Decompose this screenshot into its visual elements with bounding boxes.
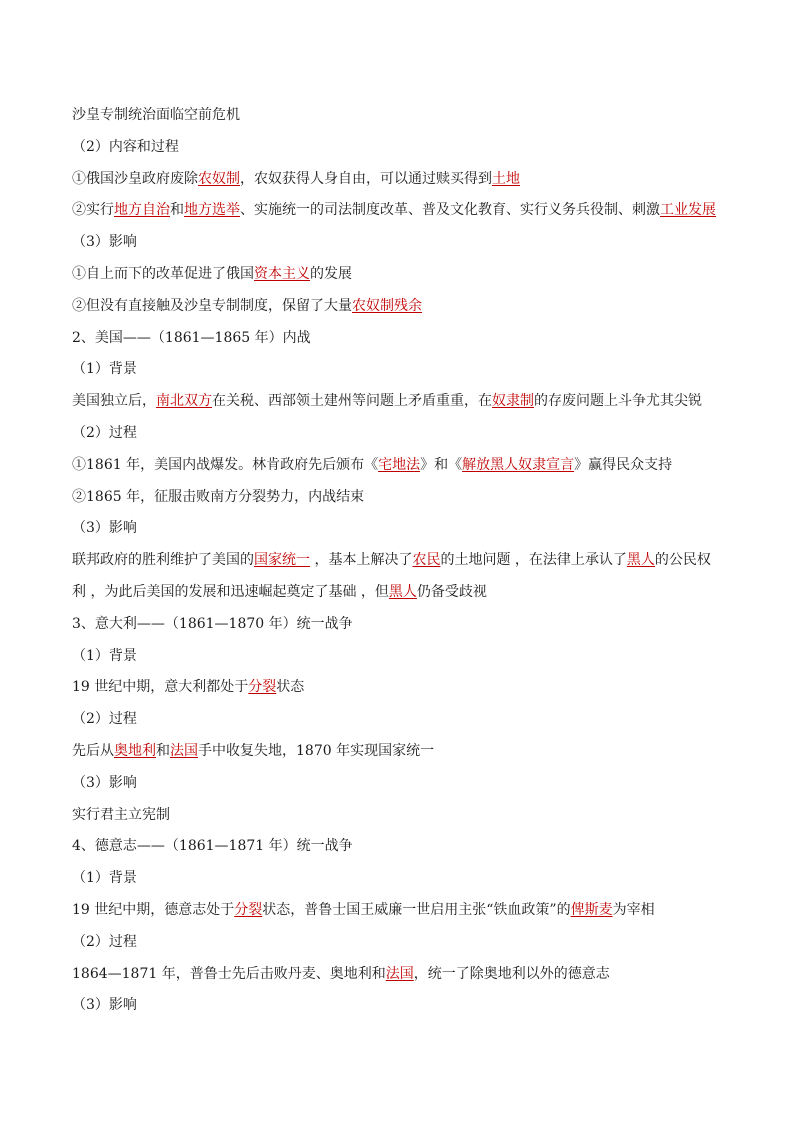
text-run: ①俄国沙皇政府废除 <box>72 170 198 187</box>
text-line <box>72 482 732 514</box>
text-run: ②1865 年，征服击败南方分裂势力，内战结束 <box>72 488 365 505</box>
text-run: （2）过程 <box>72 424 137 441</box>
text-line <box>72 990 732 1022</box>
text-run: 》赢得民众支持 <box>574 456 673 473</box>
text-run: ②实行 <box>72 202 114 219</box>
highlighted-term: 农奴制残余 <box>352 297 422 314</box>
text-line <box>72 513 732 545</box>
highlighted-term: 黑人 <box>626 552 655 569</box>
highlighted-term: 黑人 <box>388 583 417 600</box>
highlighted-term: 土地 <box>492 170 520 187</box>
text-run: 19 世纪中期，意大利都处于 <box>72 679 249 696</box>
document-body <box>72 100 732 1022</box>
highlighted-term: 农民 <box>412 552 441 569</box>
text-run: 美国独立后， <box>72 393 156 410</box>
text-run: ，统一了除奥地利以外的德意志 <box>413 965 610 982</box>
text-run: 的发展 <box>310 265 352 282</box>
text-line <box>72 386 732 418</box>
text-line <box>72 227 732 259</box>
text-line <box>72 672 732 704</box>
highlighted-term: 农奴制 <box>198 170 240 187</box>
text-run: （1）背景 <box>72 361 137 378</box>
text-run: （2）过程 <box>72 711 137 728</box>
text-run: 联邦政府的胜利维护了美国的 <box>72 552 254 569</box>
highlighted-term: 法国 <box>385 965 414 982</box>
text-line <box>72 259 732 291</box>
text-run: 的土地问题 ，在法律上承认了 <box>440 552 627 569</box>
text-line <box>72 959 732 991</box>
text-line <box>72 418 732 450</box>
text-run: 实行君主立宪制 <box>72 806 170 823</box>
text-run: 先后从 <box>72 742 114 759</box>
text-line <box>72 895 732 927</box>
text-line <box>72 577 732 609</box>
text-run: （1）背景 <box>72 870 137 887</box>
text-line <box>72 609 732 641</box>
text-line <box>72 132 732 164</box>
highlighted-term: 奴隶制 <box>492 393 534 410</box>
text-line <box>72 831 732 863</box>
highlighted-term: 奥地利 <box>114 742 156 759</box>
text-run: 1864—1871 年，普鲁士先后击败丹麦、奥地利和 <box>72 965 386 982</box>
text-line <box>72 450 732 482</box>
text-line <box>72 195 732 227</box>
highlighted-term: 分裂 <box>234 901 263 918</box>
text-run: 和 <box>170 202 184 219</box>
text-run: 19 世纪中期，德意志处于 <box>72 901 235 918</box>
text-run: （3）影响 <box>72 997 137 1014</box>
text-line <box>72 545 732 577</box>
highlighted-term: 地方选举 <box>184 202 240 219</box>
text-line <box>72 768 732 800</box>
highlighted-term: 俾斯麦 <box>570 901 613 918</box>
text-run: 的公民权 <box>654 552 711 569</box>
highlighted-term: 法国 <box>170 742 198 759</box>
text-run: 2、美国——（1861—1865 年）内战 <box>72 329 311 346</box>
text-run: 3、意大利——（1861—1870 年）统一战争 <box>72 615 353 632</box>
text-line <box>72 164 732 196</box>
text-run: （1）背景 <box>72 647 137 664</box>
text-run: ，基本上解决了 <box>310 552 413 569</box>
text-run: 、实施统一的司法制度改革、普及文化教育、实行义务兵役制、刺激 <box>240 202 660 219</box>
text-run: 状态 <box>276 679 305 696</box>
highlighted-term: 南北双方 <box>156 393 212 410</box>
highlighted-term: 资本主义 <box>254 265 310 282</box>
text-line <box>72 736 732 768</box>
text-run: （3）影响 <box>72 520 137 537</box>
text-run: 》和《 <box>420 456 463 473</box>
text-run: （3）影响 <box>72 774 137 791</box>
highlighted-term: 解放黑人奴隶宣言 <box>462 456 575 473</box>
highlighted-term: 地方自治 <box>114 202 170 219</box>
text-run: 手中收复失地，1870 年实现国家统一 <box>198 742 435 759</box>
highlighted-term: 宅地法 <box>378 456 421 473</box>
text-run: ②但没有直接触及沙皇专制制度，保留了大量 <box>72 297 352 314</box>
text-run: （3）影响 <box>72 234 137 251</box>
text-run: ①1861 年，美国内战爆发。林肯政府先后颁布《 <box>72 456 379 473</box>
text-run: 仍备受歧视 <box>416 583 487 600</box>
text-line <box>72 863 732 895</box>
highlighted-term: 工业发展 <box>660 202 716 219</box>
text-line <box>72 100 732 132</box>
text-run: 和 <box>156 742 170 759</box>
text-run: 沙皇专制统治面临空前危机 <box>72 107 240 123</box>
text-run: ，农奴获得人身自由，可以通过赎买得到 <box>240 170 492 187</box>
text-run: （2）内容和过程 <box>72 138 179 155</box>
text-run: 4、德意志——（1861—1871 年）统一战争 <box>72 838 353 855</box>
text-run: 在关税、西部领土建州等问题上矛盾重重，在 <box>212 393 492 410</box>
highlighted-term: 国家统一 <box>254 552 310 569</box>
text-run: 的存废问题上斗争尤其尖锐 <box>534 393 702 410</box>
text-line <box>72 800 732 832</box>
text-line <box>72 354 732 386</box>
text-run: （2）过程 <box>72 933 137 950</box>
text-run: 状态，普鲁士国王威廉一世启用主张“铁血政策”的 <box>262 901 571 918</box>
text-run: 为宰相 <box>612 901 655 918</box>
highlighted-term: 分裂 <box>248 679 277 696</box>
text-line <box>72 291 732 323</box>
text-run: ①自上而下的改革促进了俄国 <box>72 265 254 282</box>
text-line <box>72 323 732 355</box>
text-line <box>72 641 732 673</box>
text-run: 利 ，为此后美国的发展和迅速崛起奠定了基础 ，但 <box>72 583 389 600</box>
text-line <box>72 927 732 959</box>
text-line <box>72 704 732 736</box>
